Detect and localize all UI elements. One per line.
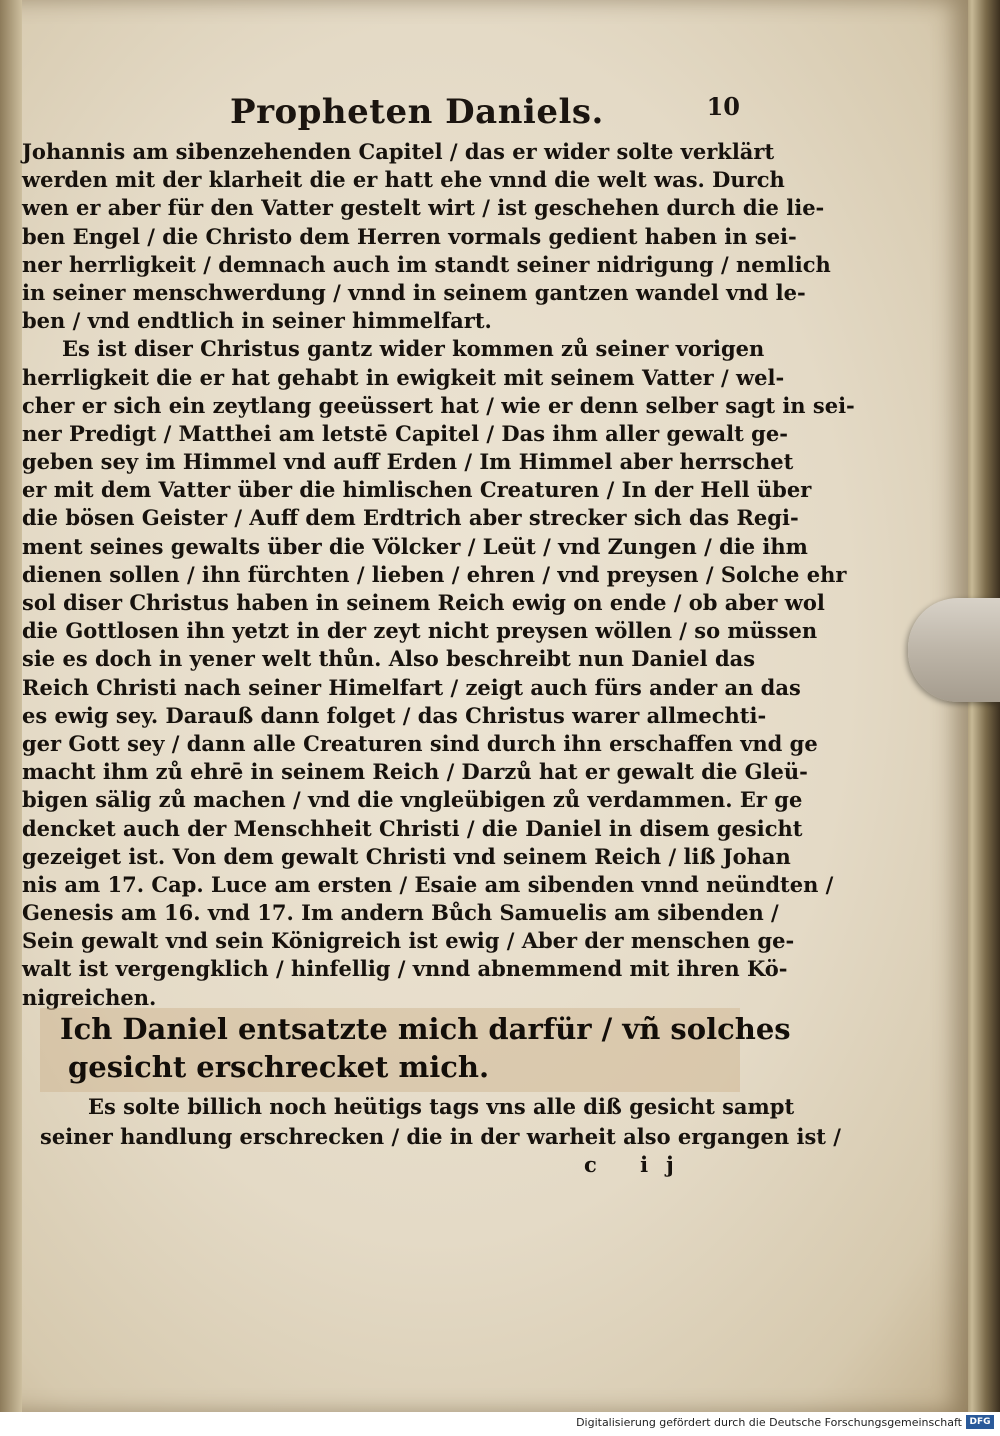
text-line: ben / vnd endtlich in seiner himmelfart. bbox=[22, 308, 492, 334]
text-line: bigen sälig zů machen / vnd die vngleübigen zů verdammen. Er ge bbox=[22, 787, 803, 813]
text-line: Es ist diser Christus gantz wider kommen zů seiner vorigen bbox=[62, 336, 765, 362]
text-line: dienen sollen / ihn fürchten / lieben / ehren / vnd preysen / Solche ehr bbox=[22, 561, 847, 587]
main-text bbox=[22, 138, 855, 1012]
text-line: sie es doch in yener welt thůn. Also beschreibt nun Daniel das bbox=[22, 646, 756, 672]
text-line: geben sey im Himmel vnd auff Erden / Im Himmel aber herrschet bbox=[22, 449, 794, 475]
text-line: walt ist vergengklich / hinfellig / vnnd abnemmend mit ihren Kö- bbox=[22, 956, 788, 982]
dfg-logo: DFG bbox=[966, 1415, 994, 1429]
text-line: nis am 17. Cap. Luce am ersten / Esaie am sibenden vnnd neündten / bbox=[22, 871, 834, 897]
footer-bar bbox=[0, 1412, 1000, 1436]
page-gutter bbox=[0, 0, 22, 1412]
text-line: ger Gott sey / dann alle Creaturen sind durch ihn erschaffen vnd ge bbox=[22, 730, 818, 756]
text-line: Genesis am 16. vnd 17. Im andern Bůch Samuelis am sibenden / bbox=[22, 900, 779, 926]
text-line: Es solte billich noch heütigs tags vns alle diß gesicht sampt bbox=[88, 1094, 795, 1119]
verse-heading bbox=[40, 1008, 791, 1092]
heading-line: Ich Daniel entsatzte mich darfür / vñ solches bbox=[60, 1012, 791, 1046]
page-clip bbox=[908, 598, 1000, 702]
text-line: die Gottlosen ihn yetzt in der zeyt nicht preysen wöllen / so müssen bbox=[22, 618, 818, 644]
running-title: Propheten Daniels. bbox=[230, 92, 604, 132]
text-line: seiner handlung erschrecken / die in der warheit also ergangen ist / bbox=[40, 1124, 841, 1149]
page-header bbox=[230, 92, 740, 142]
text-line: Reich Christi nach seiner Himelfart / zeigt auch fürs ander an das bbox=[22, 674, 801, 700]
text-line: ben Engel / die Christo dem Herren vormals gedient haben in sei- bbox=[22, 223, 797, 249]
paragraph-2 bbox=[22, 335, 855, 1012]
text-line: ner herrligkeit / demnach auch im standt seiner nidrigung / nemlich bbox=[22, 251, 831, 277]
funding-credit: Digitalisierung gefördert durch die Deutsche Forschungsgemeinschaft bbox=[576, 1416, 962, 1429]
paragraph-1 bbox=[22, 138, 831, 335]
text-line: in seiner menschwerdung / vnnd in seinem gantzen wandel vnd le- bbox=[22, 279, 806, 305]
text-line: er mit dem Vatter über die himlischen Creaturen / In der Hell über bbox=[22, 477, 812, 503]
text-line: ner Predigt / Matthei am letstē Capitel / Das ihm aller gewalt ge- bbox=[22, 420, 788, 446]
text-line: Sein gewalt vnd sein Königreich ist ewig / Aber der menschen ge- bbox=[22, 928, 795, 954]
heading-line: gesicht erschrecket mich. bbox=[68, 1050, 490, 1084]
paragraph-3 bbox=[40, 1092, 841, 1152]
text-line: Johannis am sibenzehenden Capitel / das er wider solte verklärt bbox=[22, 139, 775, 164]
text-line: nigreichen. bbox=[22, 984, 157, 1010]
signature-mark: c ij bbox=[584, 1152, 692, 1177]
text-line: gezeiget ist. Von dem gewalt Christi vnd seinem Reich / liß Johan bbox=[22, 843, 791, 869]
text-line: werden mit der klarheit die er hatt ehe vnnd die welt was. Durch bbox=[22, 167, 785, 193]
text-line: die bösen Geister / Auff dem Erdtrich aber strecker sich das Regi- bbox=[22, 505, 799, 531]
text-line: ment seines gewalts über die Völcker / Leüt / vnd Zungen / die ihm bbox=[22, 533, 808, 559]
folio-number: 10 bbox=[706, 92, 740, 121]
text-line: wen er aber für den Vatter gestelt wirt / ist geschehen durch die lie- bbox=[22, 195, 825, 221]
text-line: dencket auch der Menschheit Christi / die Daniel in disem gesicht bbox=[22, 815, 803, 841]
text-line: cher er sich ein zeytlang geeüssert hat / wie er denn selber sagt in sei- bbox=[22, 392, 855, 418]
text-line: sol diser Christus haben in seinem Reich ewig on ende / ob aber wol bbox=[22, 590, 825, 615]
text-line: herrligkeit die er hat gehabt in ewigkeit mit seinem Vatter / wel- bbox=[22, 364, 785, 390]
text-line: es ewig sey. Darauß dann folget / das Christus warer allmechti- bbox=[22, 702, 767, 728]
text-line: macht ihm zů ehrē in seinem Reich / Darzů hat er gewalt die Gleü- bbox=[22, 759, 808, 785]
